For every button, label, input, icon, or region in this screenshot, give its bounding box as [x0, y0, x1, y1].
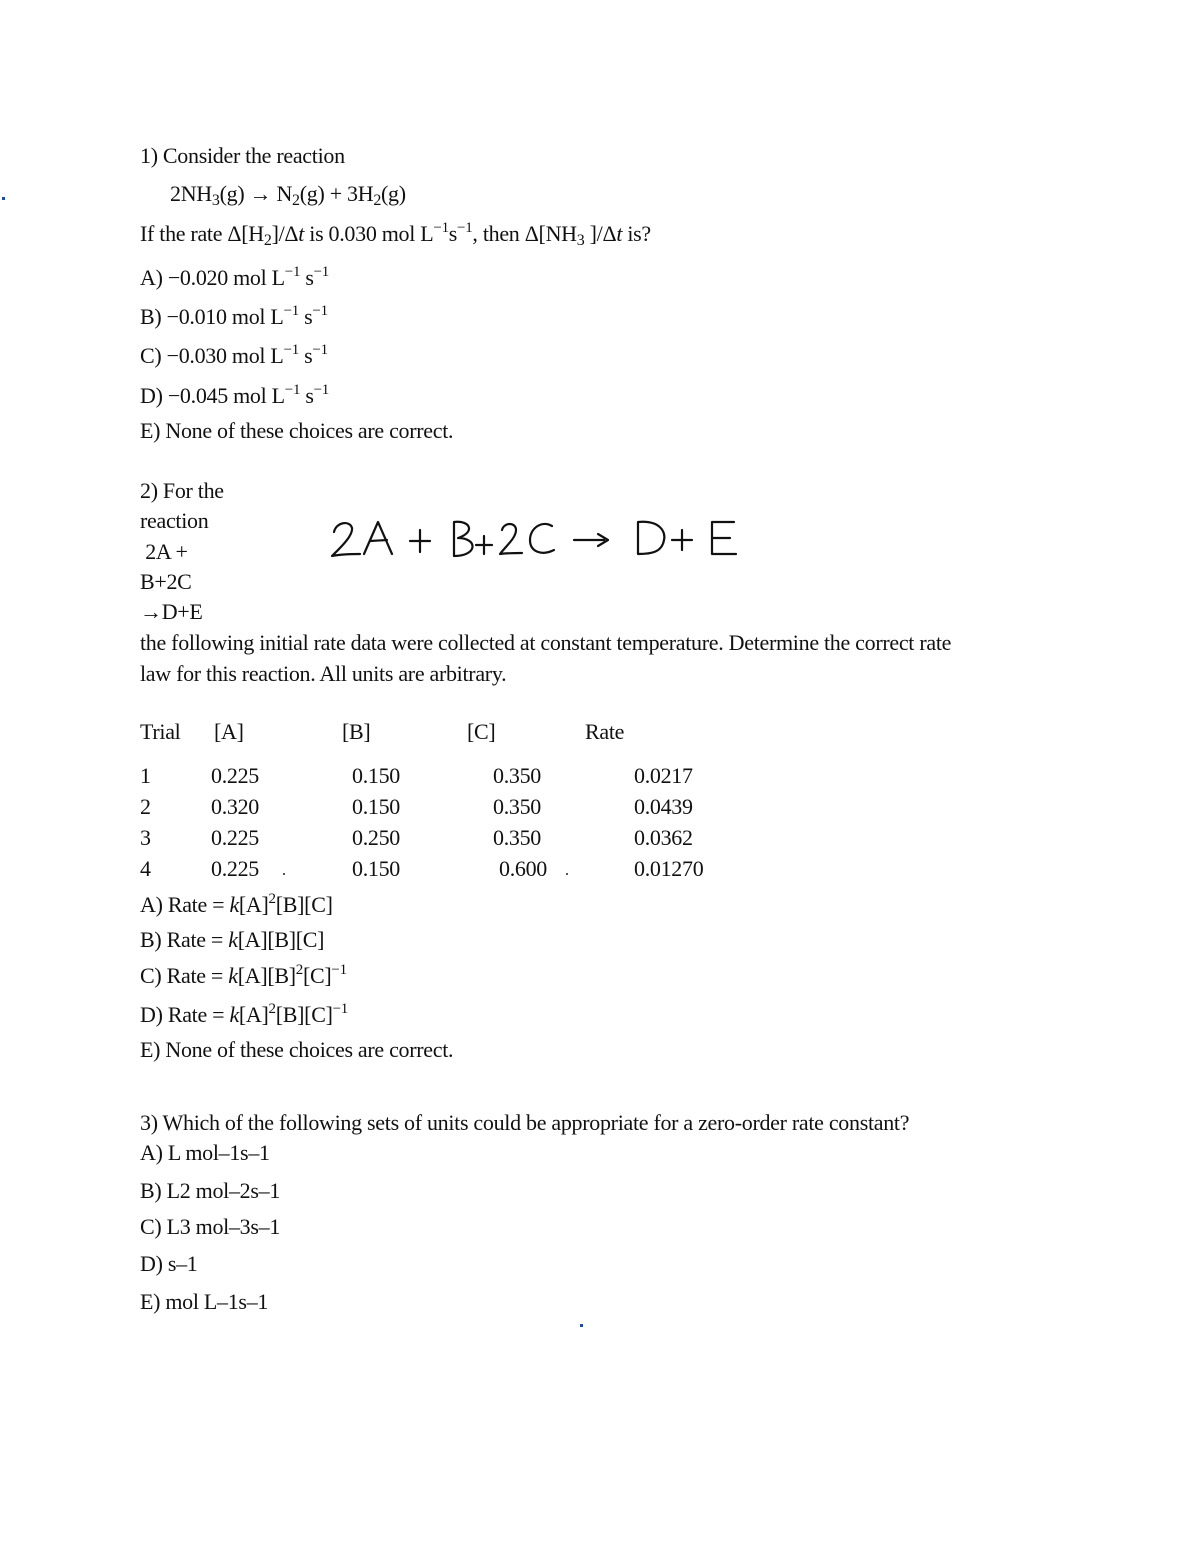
q2-choice-b: B) Rate = k[A][B][C]: [140, 927, 325, 952]
q2-stem-line-2: reaction: [140, 508, 209, 533]
q2-stem-line-1: 2) For the: [140, 478, 224, 503]
q2-choice-d: D) Rate = $k[A]^2[B][C]^{-1}$: [140, 1001, 348, 1027]
q1-choice-c: C) −0.030 mol $L^{-1}$ $s^{-1}$: [140, 342, 328, 368]
table-header-b: [B]: [342, 719, 371, 744]
table-header-c: [C]: [467, 719, 496, 744]
table-cell: 0.600: [499, 856, 548, 881]
svg-text:2A + B + 2C → D+E: 2A + B + 2C → D+E: [320, 488, 329, 489]
table-cell: 2: [140, 794, 151, 819]
table-cell: 3: [140, 825, 151, 850]
table-cell: 0.225: [211, 856, 260, 881]
table-header-trial: Trial: [140, 719, 181, 744]
q2-choice-e: E) None of these choices are correct.: [140, 1037, 454, 1062]
table-cell: 0.150: [352, 856, 401, 881]
table-cell: 4: [140, 856, 151, 881]
q1-choice-a: A) −0.020 mol $L^{-1}$ $s^{-1}$: [140, 264, 330, 290]
q2-choice-a: A) Rate = $k[A]^2[B][C]$: [140, 891, 333, 917]
table-dot-mark: [283, 873, 285, 875]
table-cell: 0.250: [352, 825, 401, 850]
q1-question: If the rate $\Delta[H_2]/\Delta t$ is 0.030 mol $L^{-1}s^{-1}$, then $\Delta[NH_3$ ]/Δt is?: [140, 220, 651, 249]
table-cell: 0.320: [211, 794, 260, 819]
q2-choice-c: C) Rate = $k[A][B]^2[C]^{-1}$: [140, 962, 347, 988]
q2-intro-line-2: law for this reaction. All units are arbitrary.: [140, 661, 507, 686]
q3-choice-d: D) s–1: [140, 1251, 198, 1276]
q1-equation: $2NH_3(g) \to N_2(g) + 3H_2(g)$: [170, 181, 406, 209]
table-cell: 0.350: [493, 794, 542, 819]
table-cell: 0.0362: [634, 825, 693, 850]
handwritten-equation: [320, 488, 770, 568]
table-cell: 0.225: [211, 763, 260, 788]
q1-choice-b: B) −0.010 mol $L^{-1}$ $s^{-1}$: [140, 303, 328, 329]
q3-choice-e: E) mol L–1s–1: [140, 1289, 269, 1314]
q3-stem: 3) Which of the following sets of units could be appropriate for a zero-order rate constant?: [140, 1110, 910, 1135]
q1-choice-d: D) −0.045 mol $L^{-1}$ $s^{-1}$: [140, 382, 330, 408]
table-cell: 0.0439: [634, 794, 693, 819]
q2-stem-line-4: B+2C: [140, 569, 192, 594]
table-dot-mark: [566, 873, 568, 875]
q2-stem-line-5: →D+E: [140, 599, 203, 624]
q1-choice-e: E) None of these choices are correct.: [140, 418, 454, 443]
bottom-mark: [580, 1324, 583, 1327]
table-cell: 1: [140, 763, 151, 788]
q3-choice-b: B) L2 mol–2s–1: [140, 1178, 281, 1203]
q1-stem: 1) Consider the reaction: [140, 143, 345, 168]
table-cell: 0.0217: [634, 763, 693, 788]
q2-intro-line-1: the following initial rate data were collected at constant temperature. Determine the correct rate: [140, 630, 952, 655]
q3-choice-a: A) L mol–1s–1: [140, 1140, 270, 1165]
left-margin-mark: [2, 197, 5, 200]
table-cell: 0.01270: [634, 856, 704, 881]
table-cell: 0.225: [211, 825, 260, 850]
table-cell: 0.350: [493, 763, 542, 788]
table-cell: 0.350: [493, 825, 542, 850]
table-cell: 0.150: [352, 794, 401, 819]
table-header-a: [A]: [214, 719, 244, 744]
q2-stem-line-3: 2A +: [140, 539, 188, 564]
table-header-rate: Rate: [585, 719, 625, 744]
q3-choice-c: C) L3 mol–3s–1: [140, 1214, 281, 1239]
table-cell: 0.150: [352, 763, 401, 788]
